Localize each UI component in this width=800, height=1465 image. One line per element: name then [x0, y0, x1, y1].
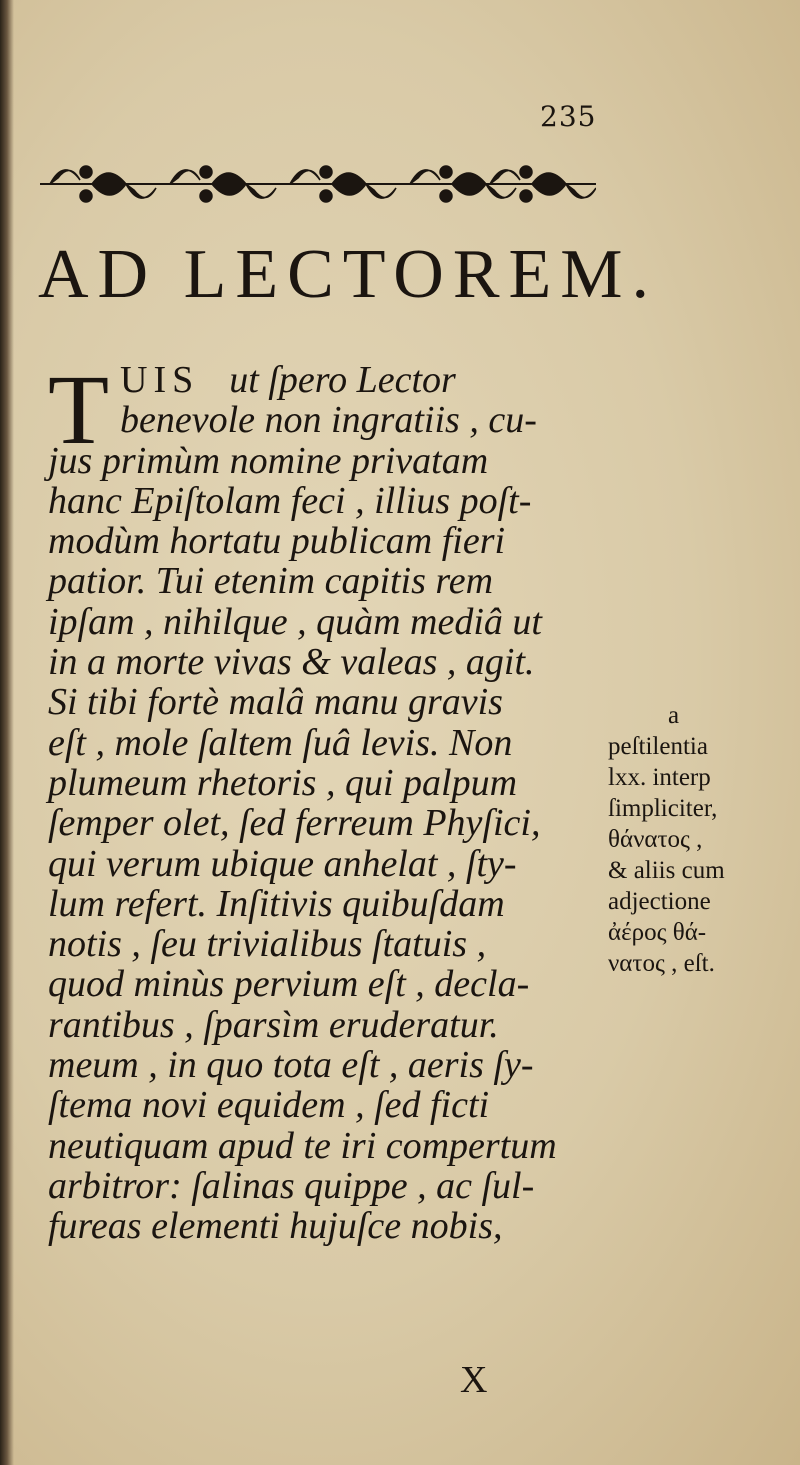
note-line: θάνατος ,	[608, 826, 703, 853]
note-line: & aliis cum	[608, 857, 725, 884]
note-line: ſimpliciter,	[608, 795, 718, 822]
text-line: hanc Epiſtolam feci , illius poſt-	[48, 479, 532, 522]
opening-word: UIS	[120, 359, 200, 401]
note-line: lxx. interp	[608, 764, 711, 791]
note-line: ἀέρος θά-	[608, 919, 707, 946]
decorative-headpiece	[40, 152, 596, 216]
body-text	[48, 354, 603, 1248]
text-line: lum refert. Inſitivis quibuſdam	[48, 882, 505, 925]
note-marker: a	[668, 702, 680, 729]
text-line: eſt , mole ſaltem ſuâ levis. Non	[48, 721, 513, 764]
text-line: ſemper olet, ſed ferreum Phyſici,	[48, 802, 541, 845]
text-line: notis , ſeu trivialibus ſtatuis ,	[48, 923, 487, 966]
text-line: neutiquam apud te iri compertum	[48, 1124, 557, 1167]
signature-mark: X	[460, 1359, 488, 1401]
text-line: plumeum rhetoris , qui palpum	[48, 761, 518, 804]
note-line: peſtilentia	[608, 733, 708, 760]
text-line: qui verum ubique anhelat , ſty-	[48, 842, 517, 885]
text-line: modùm hortatu publicam fieri	[48, 520, 506, 563]
marginal-note	[608, 700, 788, 979]
page-gutter-shadow	[0, 0, 14, 1465]
text-line: ſtema novi equidem , ſed ficti	[48, 1084, 490, 1127]
text-line: rantibus , ſparsìm eruderatur.	[48, 1003, 499, 1046]
page-heading: AD LECTOREM.	[38, 236, 659, 313]
text-line: fureas elementi hujuſce nobis,	[48, 1205, 503, 1248]
text-line: jus primùm nomine privatam	[48, 439, 489, 482]
text-line: in a morte vivas & valeas , agit.	[48, 641, 535, 684]
drop-cap: T	[48, 354, 110, 465]
text-line: ipſam , nihilque , quàm mediâ ut	[48, 600, 542, 643]
text-line: quod minùs pervium eſt , decla-	[48, 963, 530, 1006]
text-line: patior. Tui etenim capitis rem	[48, 560, 494, 603]
note-line: adjectione	[608, 888, 711, 915]
text-line-content: ut ſpero Lector	[229, 359, 456, 401]
text-line	[48, 360, 603, 400]
text-line: meum , in quo tota eſt , aeris ſy-	[48, 1044, 534, 1087]
text-line: Si tibi fortè malâ manu gravis	[48, 681, 503, 724]
note-line: νατος , eſt.	[608, 950, 715, 977]
text-line: benevole non ingratiis , cu-	[120, 399, 537, 442]
text-line: arbitror: ſalinas quippe , ac ſul-	[48, 1164, 535, 1207]
page-number: 235	[540, 100, 597, 133]
